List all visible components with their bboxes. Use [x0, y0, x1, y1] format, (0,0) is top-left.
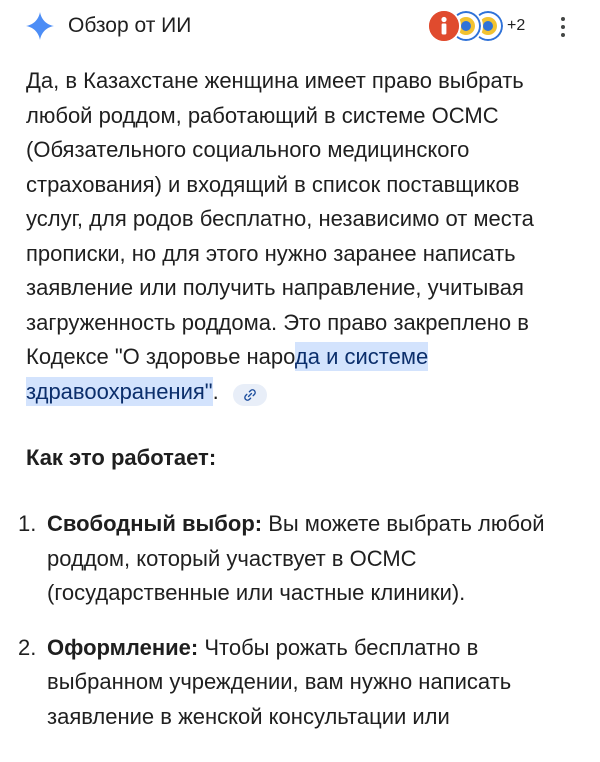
ai-overview-header	[0, 0, 600, 56]
section-heading: Как это работает:	[26, 445, 217, 470]
link-icon	[243, 388, 257, 402]
sources-stack[interactable]	[427, 9, 547, 45]
sources-more-count[interactable]: +2	[507, 17, 526, 34]
intro-paragraph	[26, 64, 582, 409]
gemini-spark-icon	[26, 12, 54, 40]
steps-list	[18, 507, 582, 734]
source-favicon-icon[interactable]	[427, 9, 461, 43]
list-item	[18, 507, 582, 611]
intro-text-end: .	[212, 378, 219, 404]
list-number: 2.	[18, 634, 37, 660]
overview-content	[18, 64, 582, 754]
more-options-icon[interactable]	[550, 14, 576, 40]
list-number: 1.	[18, 511, 37, 536]
list-item	[18, 631, 582, 735]
list-item-bold: Оформление:	[47, 634, 199, 660]
list-item-bold: Свободный выбор:	[47, 511, 263, 536]
list-item-text: Вы можете выбрать любой роддом, который участвует в ОСМС (государственные или частные клиники).	[47, 511, 545, 605]
citation-link-button[interactable]	[233, 384, 267, 406]
highlighted-citation-text[interactable]: да и системе здравоохранения"	[26, 344, 429, 404]
intro-text: Да, в Казахстане женщина имеет право выбрать любой роддом, работающий в системе ОСМС (Обязательного социального медицинского страхования) и входящий в список поставщиков услуг, для родов бесплатно, независимо от места прописки, но для этого нужно заранее написать заявление или получить направление, учитывая загруженность роддома. Это право закреплено в Кодексе "О здоровье наро	[26, 68, 534, 369]
list-item-text: Чтобы рожать бесплатно в выбранном учреждении, вам нужно написать заявление в женской консультации или	[47, 634, 512, 729]
overview-title: Обзор от ИИ	[68, 14, 192, 37]
